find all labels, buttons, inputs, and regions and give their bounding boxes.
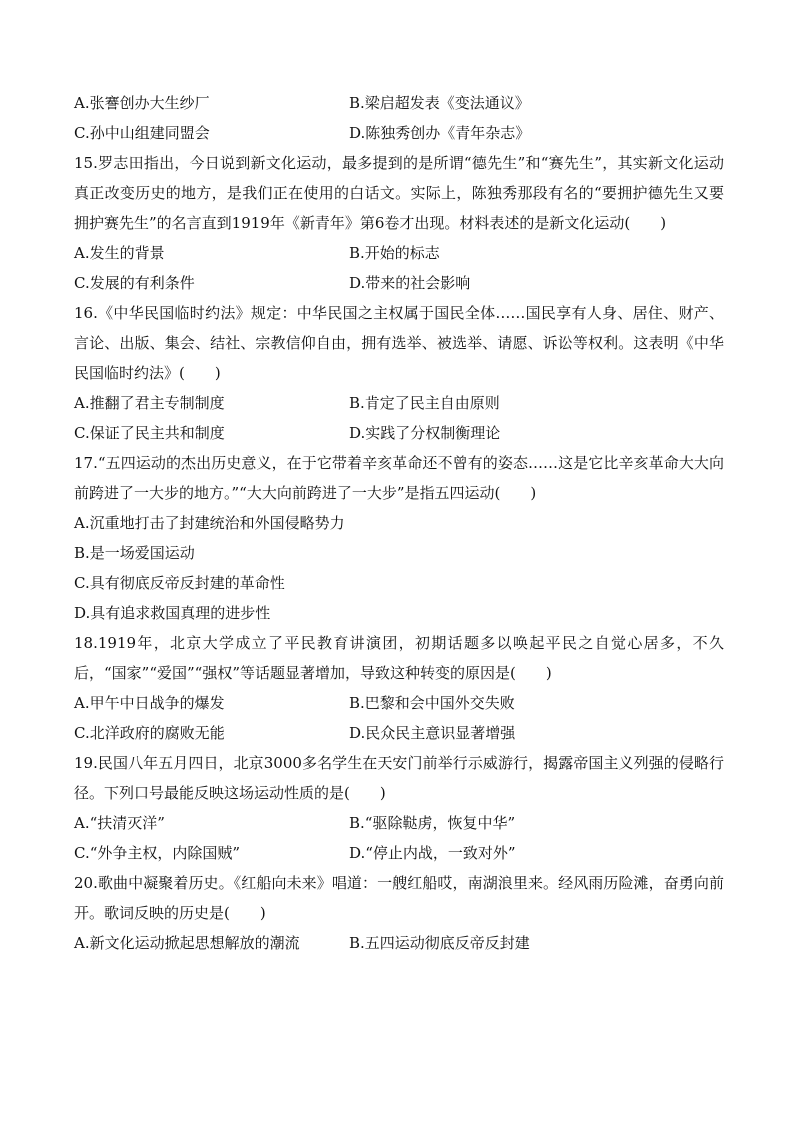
q18-option-d[interactable]: D.民众民主意识显著增强 xyxy=(349,724,516,742)
q18-stem: 18.1919年，北京大学成立了平民教育讲演团，初期话题多以唤起平民之自觉心居多，不久后，“国家”“爱国”“强权”等话题显著增加，导致这种转变的原因是( ) xyxy=(74,634,724,682)
q17-stem: 17.“五四运动的杰出历史意义，在于它带着辛亥革命还不曾有的姿态……这是它比辛亥革命大大向前跨进了一大步的地方。”“大大向前跨进了一大步”是指五四运动( ) xyxy=(74,454,724,502)
q15-option-d[interactable]: D.带来的社会影响 xyxy=(349,274,471,292)
q14-option-d[interactable]: D.陈独秀创办《青年杂志》 xyxy=(349,124,531,142)
q18-options-row-1 xyxy=(74,688,724,718)
q15-option-c[interactable]: C.发展的有利条件 xyxy=(74,274,195,292)
q19-option-a[interactable]: A.“扶清灭洋” xyxy=(74,814,165,832)
q14-options-row-1 xyxy=(74,88,724,118)
q15-option-b[interactable]: B.开始的标志 xyxy=(349,244,440,262)
q17-option-d[interactable]: D.具有追求救国真理的进步性 xyxy=(74,604,271,622)
q15-stem: 15.罗志田指出，今日说到新文化运动，最多提到的是所谓“德先生”和“赛先生”，其实新文化运动真正改变历史的地方，是我们正在使用的白话文。实际上，陈独秀那段有名的“要拥护德先生又要拥护赛先生”的名言直到1919年《新青年》第6卷才出现。材料表述的是新文化运动( ) xyxy=(74,154,724,232)
q15-options-row-2 xyxy=(74,268,724,298)
q18-option-a[interactable]: A.甲午中日战争的爆发 xyxy=(74,694,225,712)
q18-option-b[interactable]: B.巴黎和会中国外交失败 xyxy=(349,694,515,712)
q20-options-row-1 xyxy=(74,928,724,958)
q19-option-c[interactable]: C.“外争主权，内除国贼” xyxy=(74,844,241,862)
q17-option-c[interactable]: C.具有彻底反帝反封建的革命性 xyxy=(74,574,285,592)
q19-options-row-2 xyxy=(74,838,724,868)
q14-option-b[interactable]: B.梁启超发表《变法通议》 xyxy=(349,94,530,112)
q18-options-row-2 xyxy=(74,718,724,748)
exam-page xyxy=(74,88,724,958)
q16-options-row-1 xyxy=(74,388,724,418)
q14-option-a[interactable]: A.张謇创办大生纱厂 xyxy=(74,94,210,112)
q20-option-b[interactable]: B.五四运动彻底反帝反封建 xyxy=(349,934,530,952)
q20-stem: 20.歌曲中凝聚着历史。《红船向未来》唱道：一艘红船哎，南湖浪里来。经风雨历险滩，奋勇向前开。歌词反映的历史是( ) xyxy=(74,874,724,922)
q14-options-row-2 xyxy=(74,118,724,148)
q16-option-c[interactable]: C.保证了民主共和制度 xyxy=(74,424,225,442)
q14-option-c[interactable]: C.孙中山组建同盟会 xyxy=(74,124,210,142)
q20-option-a[interactable]: A.新文化运动掀起思想解放的潮流 xyxy=(74,934,300,952)
q17-option-a[interactable]: A.沉重地打击了封建统治和外国侵略势力 xyxy=(74,514,345,532)
q19-option-d[interactable]: D.“停止内战，一致对外” xyxy=(349,844,516,862)
q16-stem: 16.《中华民国临时约法》规定：中华民国之主权属于国民全体……国民享有人身、居住、财产、言论、出版、集会、结社、宗教信仰自由，拥有选举、被选举、请愿、诉讼等权利。这表明《中华民国临时约法》( ) xyxy=(74,304,724,382)
q16-option-d[interactable]: D.实践了分权制衡理论 xyxy=(349,424,501,442)
q15-option-a[interactable]: A.发生的背景 xyxy=(74,244,165,262)
q16-option-b[interactable]: B.肯定了民主自由原则 xyxy=(349,394,500,412)
q17-option-b[interactable]: B.是一场爱国运动 xyxy=(74,544,195,562)
q19-option-b[interactable]: B.“驱除鞑虏，恢复中华” xyxy=(349,814,516,832)
q16-option-a[interactable]: A.推翻了君主专制制度 xyxy=(74,394,225,412)
q19-options-row-1 xyxy=(74,808,724,838)
q19-stem: 19.民国八年五月四日，北京3000多名学生在天安门前举行示威游行，揭露帝国主义列强的侵略行径。下列口号最能反映这场运动性质的是( ) xyxy=(74,754,724,802)
q16-options-row-2 xyxy=(74,418,724,448)
q18-option-c[interactable]: C.北洋政府的腐败无能 xyxy=(74,724,225,742)
q15-options-row-1 xyxy=(74,238,724,268)
